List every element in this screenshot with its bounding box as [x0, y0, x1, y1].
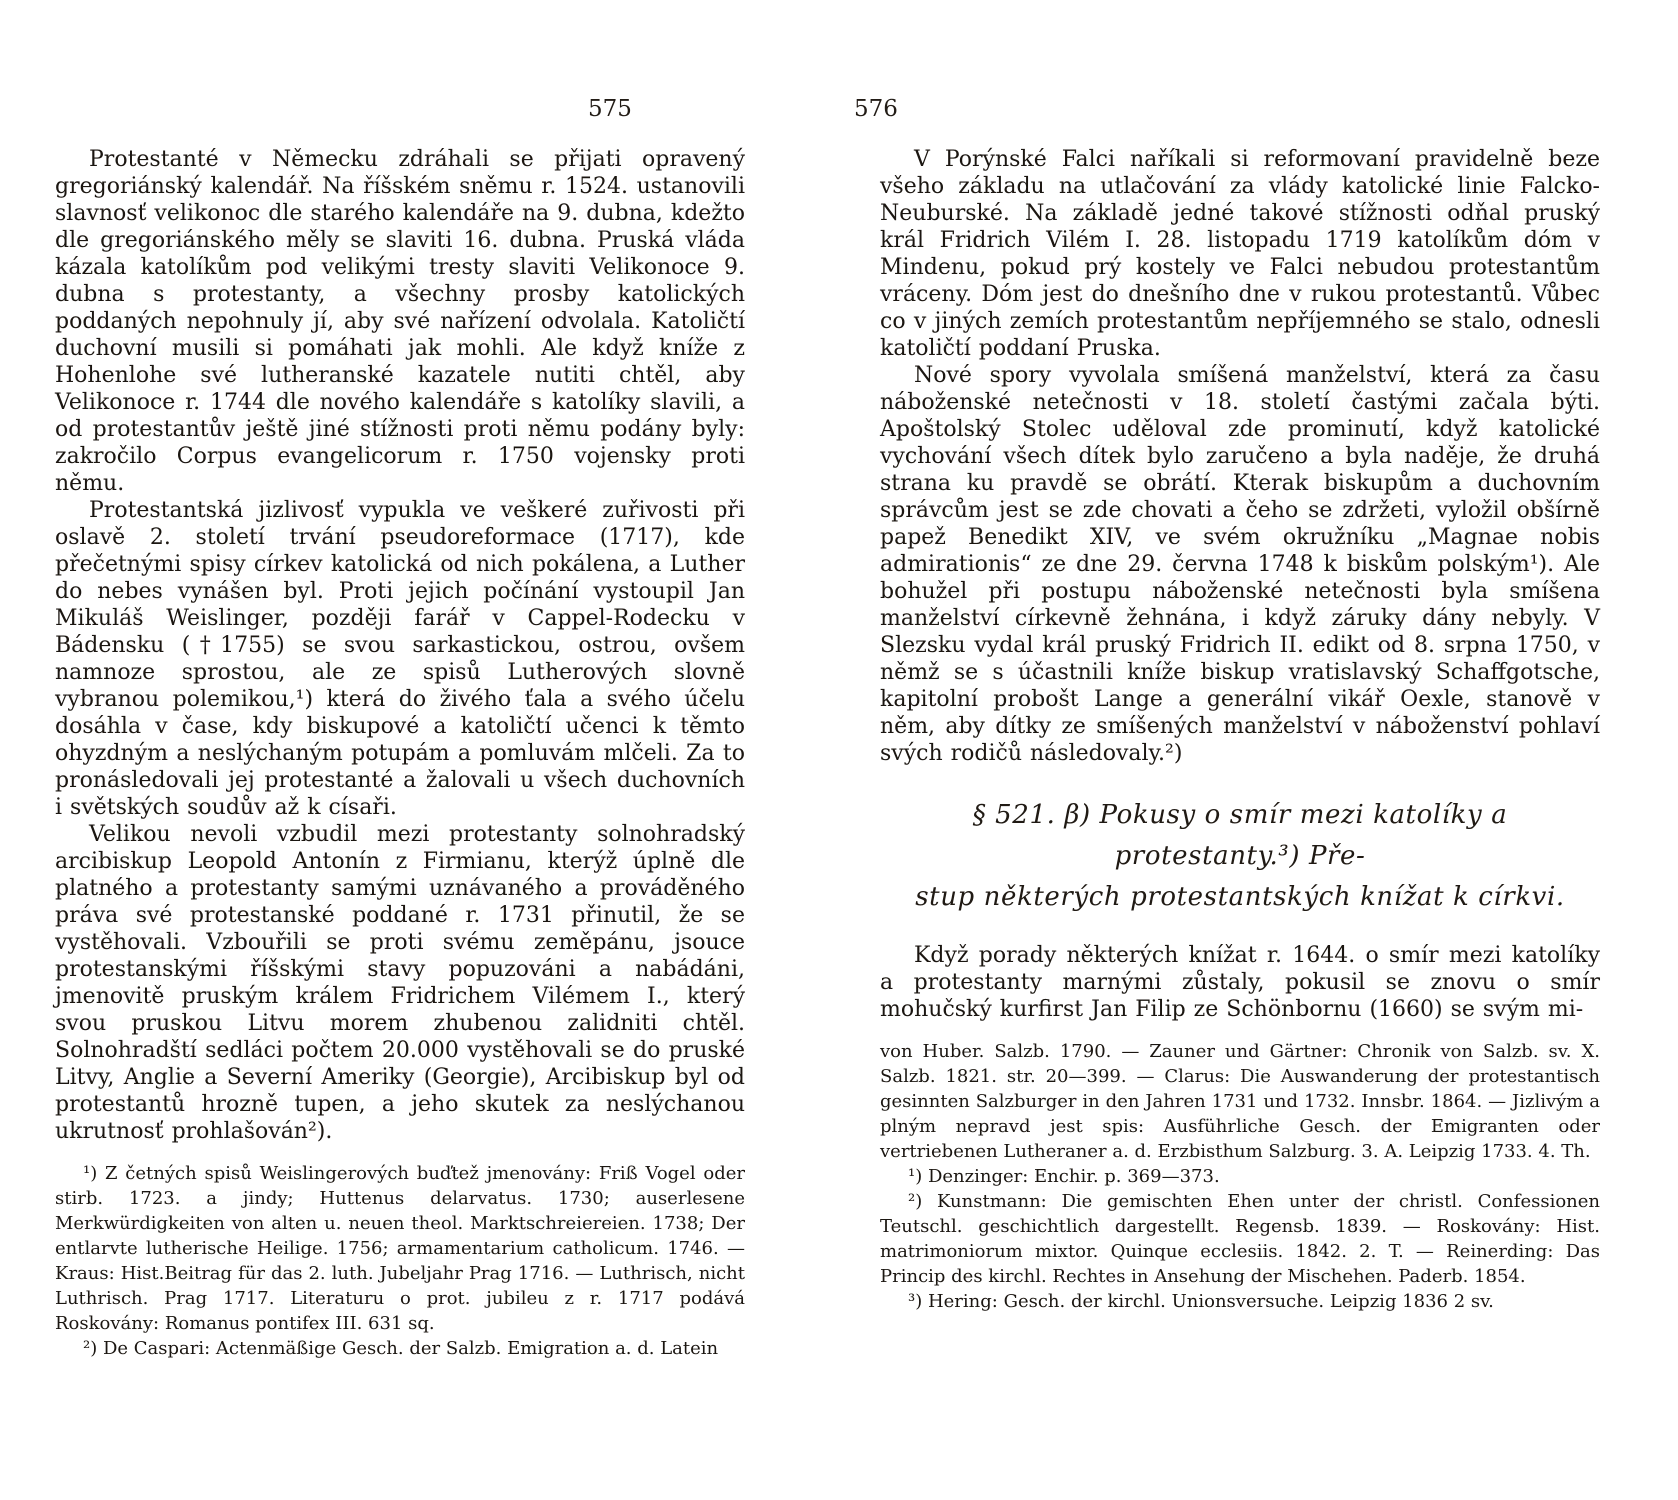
body-paragraph: V Porýnské Falci naříkali si reformovaní pravidelně beze všeho základu na utlačování za vlády katolické linie Falcko-Neuburské. Na základě jedné takové stížnosti odňal pruský král Fridrich Vilém I. 28. listopadu 1719 katolíkům dóm v Mindenu, pokud prý kostely ve Falci nebudou protestantům vráceny. Dóm jest do dnešního dne v rukou protestantů. Vůbec co v jiných zemích protestantům nepříjemného se stalo, odnesli katoličtí poddaní Pruska. [880, 147, 1600, 361]
left-footnotes [55, 1161, 745, 1361]
body-paragraph: Velikou nevoli vzbudil mezi protestanty solnohradský arcibiskup Leopold Antonín z Firmianu, kterýž úplně dle platného a protestanty samými uznávaného a prováděného práva své protestanské poddané r. 1731 přinutil, že se vystěhovali. Vzbouřili se proti svému zeměpánu, jsouce protestanskými říšskými stavy popuzováni a nabádáni, jmenovitě pruským králem Fridrichem Vilémem I., který svou pruskou Litvu morem zhubenou zalidniti chtěl. Solnohradští sedláci počtem 20.000 vystěhovali se do pruské Litvy, Anglie a Severní Ameriky (Georgie), Arcibiskup byl od protestantů hrozně tupen, a jeho skutek za neslýchanou ukrutnosť prohlašován²). [55, 822, 745, 1144]
footnote: ¹) Z četných spisů Weislingerových buďtež jmenovány: Friß Vogel oder stirb. 1723. a jindy; Huttenus delarvatus. 1730; auserlesene Merkwürdigkeiten von alten u. neuen theol. Marktschreiereien. 1738; Der entlarvte lutherische Heilige. 1756; armamentarium catholicum. 1746. — Kraus: Hist.Beitrag für das 2. luth. Jubeljahr Prag 1716. — Luthrisch, nicht Luthrisch. Prag 1717. Literaturu o prot. jubileu z r. 1717 podává Roskovány: Romanus pontifex III. 631 sq. [55, 1163, 745, 1334]
footnote: ³) Hering: Gesch. der kirchl. Unionsversuche. Leipzig 1836 2 sv. [908, 1291, 1494, 1312]
page-576 [810, 0, 1678, 1500]
footnote: ¹) Denzinger: Enchir. p. 369—373. [908, 1166, 1220, 1187]
body-paragraph: Protestanté v Německu zdráhali se přijati opravený gregoriánský kalendář. Na říšském sněmu r. 1524. ustanovili slavnosť velikonoc dle starého kalendáře na 9. dubna, kdežto dle gregoriánského měly se slaviti 16. dubna. Pruská vláda kázala katolíkům pod velikými tresty slaviti Velikonoce 9. dubna s protestanty, a všechny prosby katolických poddaných nepohnuly jí, aby své nařízení odvolala. Katoličtí duchovní musili si pomáhati jak mohli. Ale když kníže z Hohenlohe své lutheranské kazatele nutiti chtěl, aby Velikonoce r. 1744 dle nového kalendáře s katolíky slavili, a od protestantův ještě jiné stížnosti proti němu podány byly: zakročilo Corpus evangelicorum r. 1750 vojensky proti němu. [55, 147, 745, 496]
page-575 [0, 0, 810, 1500]
section-heading-line: stup některých protestantských knížat k církvi. [915, 882, 1565, 912]
right-body-text-after-heading [880, 942, 1600, 1023]
footnote-continuation: von Huber. Salzb. 1790. — Zauner und Gärtner: Chronik von Salzb. sv. X. Salzb. 1821. str. 20—399. — Clarus: Die Auswanderung der protestantisch gesinnten Salzburger in den Jahren 1731 und 1732. Innsbr. 1864. — Jizlivým a plným nepravd jest spis: Ausführliche Gesch. der Emigranten oder vertriebenen Lutheraner a. d. Erzbisthum Salzburg. 3. A. Leipzig 1733. 4. Th. [880, 1041, 1600, 1162]
left-body-text [55, 146, 745, 1145]
body-paragraph: Protestantská jizlivosť vypukla ve veškeré zuřivosti při oslavě 2. století trvání pseudoreformace (1717), kde přečetnými spisy církev katolická od nich pokálena, a Luther do nebes vynášen byl. Proti jejich počínání vystoupil Jan Mikuláš Weislinger, později farář v Cappel-Rodecku v Bádensku (†1755) se svou sarkastickou, ostrou, ovšem namnoze sprostou, ale ze spisů Lutherových slovně vybranou polemikou,¹) která do živého ťala a svého účelu dosáhla v čase, kdy biskupové a katoličtí učenci k těmto ohyzdným a neslýchaným potupám a pomluvám mlčeli. Za to pronásledovali jej protestanté a žalovali u všech duchovních i světských soudův až k císaři. [55, 498, 745, 820]
body-paragraph: Nové spory vyvolala smíšená manželství, která za času náboženské netečnosti v 18. století častými začala býti. Apoštolský Stolec uděloval zde prominutí, když katolické vychování všech dítek bylo zaručeno a byla naděje, že druhá strana ku pravdě se obrátí. Kterak biskupům a duchovním správcům jest se zde chovati a čeho se zdržeti, vyložil obšírně papež Benedikt XIV, ve svém okružníku „Magnae nobis admirationis“ ze dne 29. června 1748 k biskům polským¹). Ale bohužel při postupu náboženské netečnosti byla smíšena manželství církevně žehnána, i když záruky dány nebyly. V Slezsku vydal král pruský Fridrich II. edikt od 8. srpna 1750, v němž se s účastnili kníže biskup vratislavský Schaffgotsche, kapitolní probošt Lange a generální vikář Oexle, stanově v něm, aby dítky ze smíšených manželství v náboženství pohlaví svých rodičů následovaly.²) [880, 363, 1600, 766]
right-footnotes [880, 1039, 1600, 1314]
page-number: 575 [588, 96, 632, 122]
body-paragraph: Když porady některých knížat r. 1644. o smír mezi katolíky a protestanty marnými zůstaly, pokusil se znovu o smír mohučský kurfirst Jan Filip ze Schönbornu (1660) se svým mi- [880, 943, 1600, 1022]
page-number: 576 [854, 96, 898, 122]
section-heading-line: § 521. β) Pokusy o smír mezi katolíky a protestanty.³) Pře- [972, 800, 1508, 871]
right-body-text [880, 146, 1600, 767]
footnote: ²) De Caspari: Actenmäßige Gesch. der Salzb. Emigration a. d. Latein [83, 1338, 719, 1359]
footnote: ²) Kunstmann: Die gemischten Ehen unter der christl. Confessionen Teutschl. geschichtlich dargestellt. Regensb. 1839. — Roskovány: Hist. matrimoniorum mixtor. Quinque ecclesiis. 1842. 2. T. — Reinerding: Das Princip des kirchl. Rechtes in Ansehung der Mischehen. Paderb. 1854. [880, 1191, 1600, 1287]
section-heading [880, 795, 1600, 918]
